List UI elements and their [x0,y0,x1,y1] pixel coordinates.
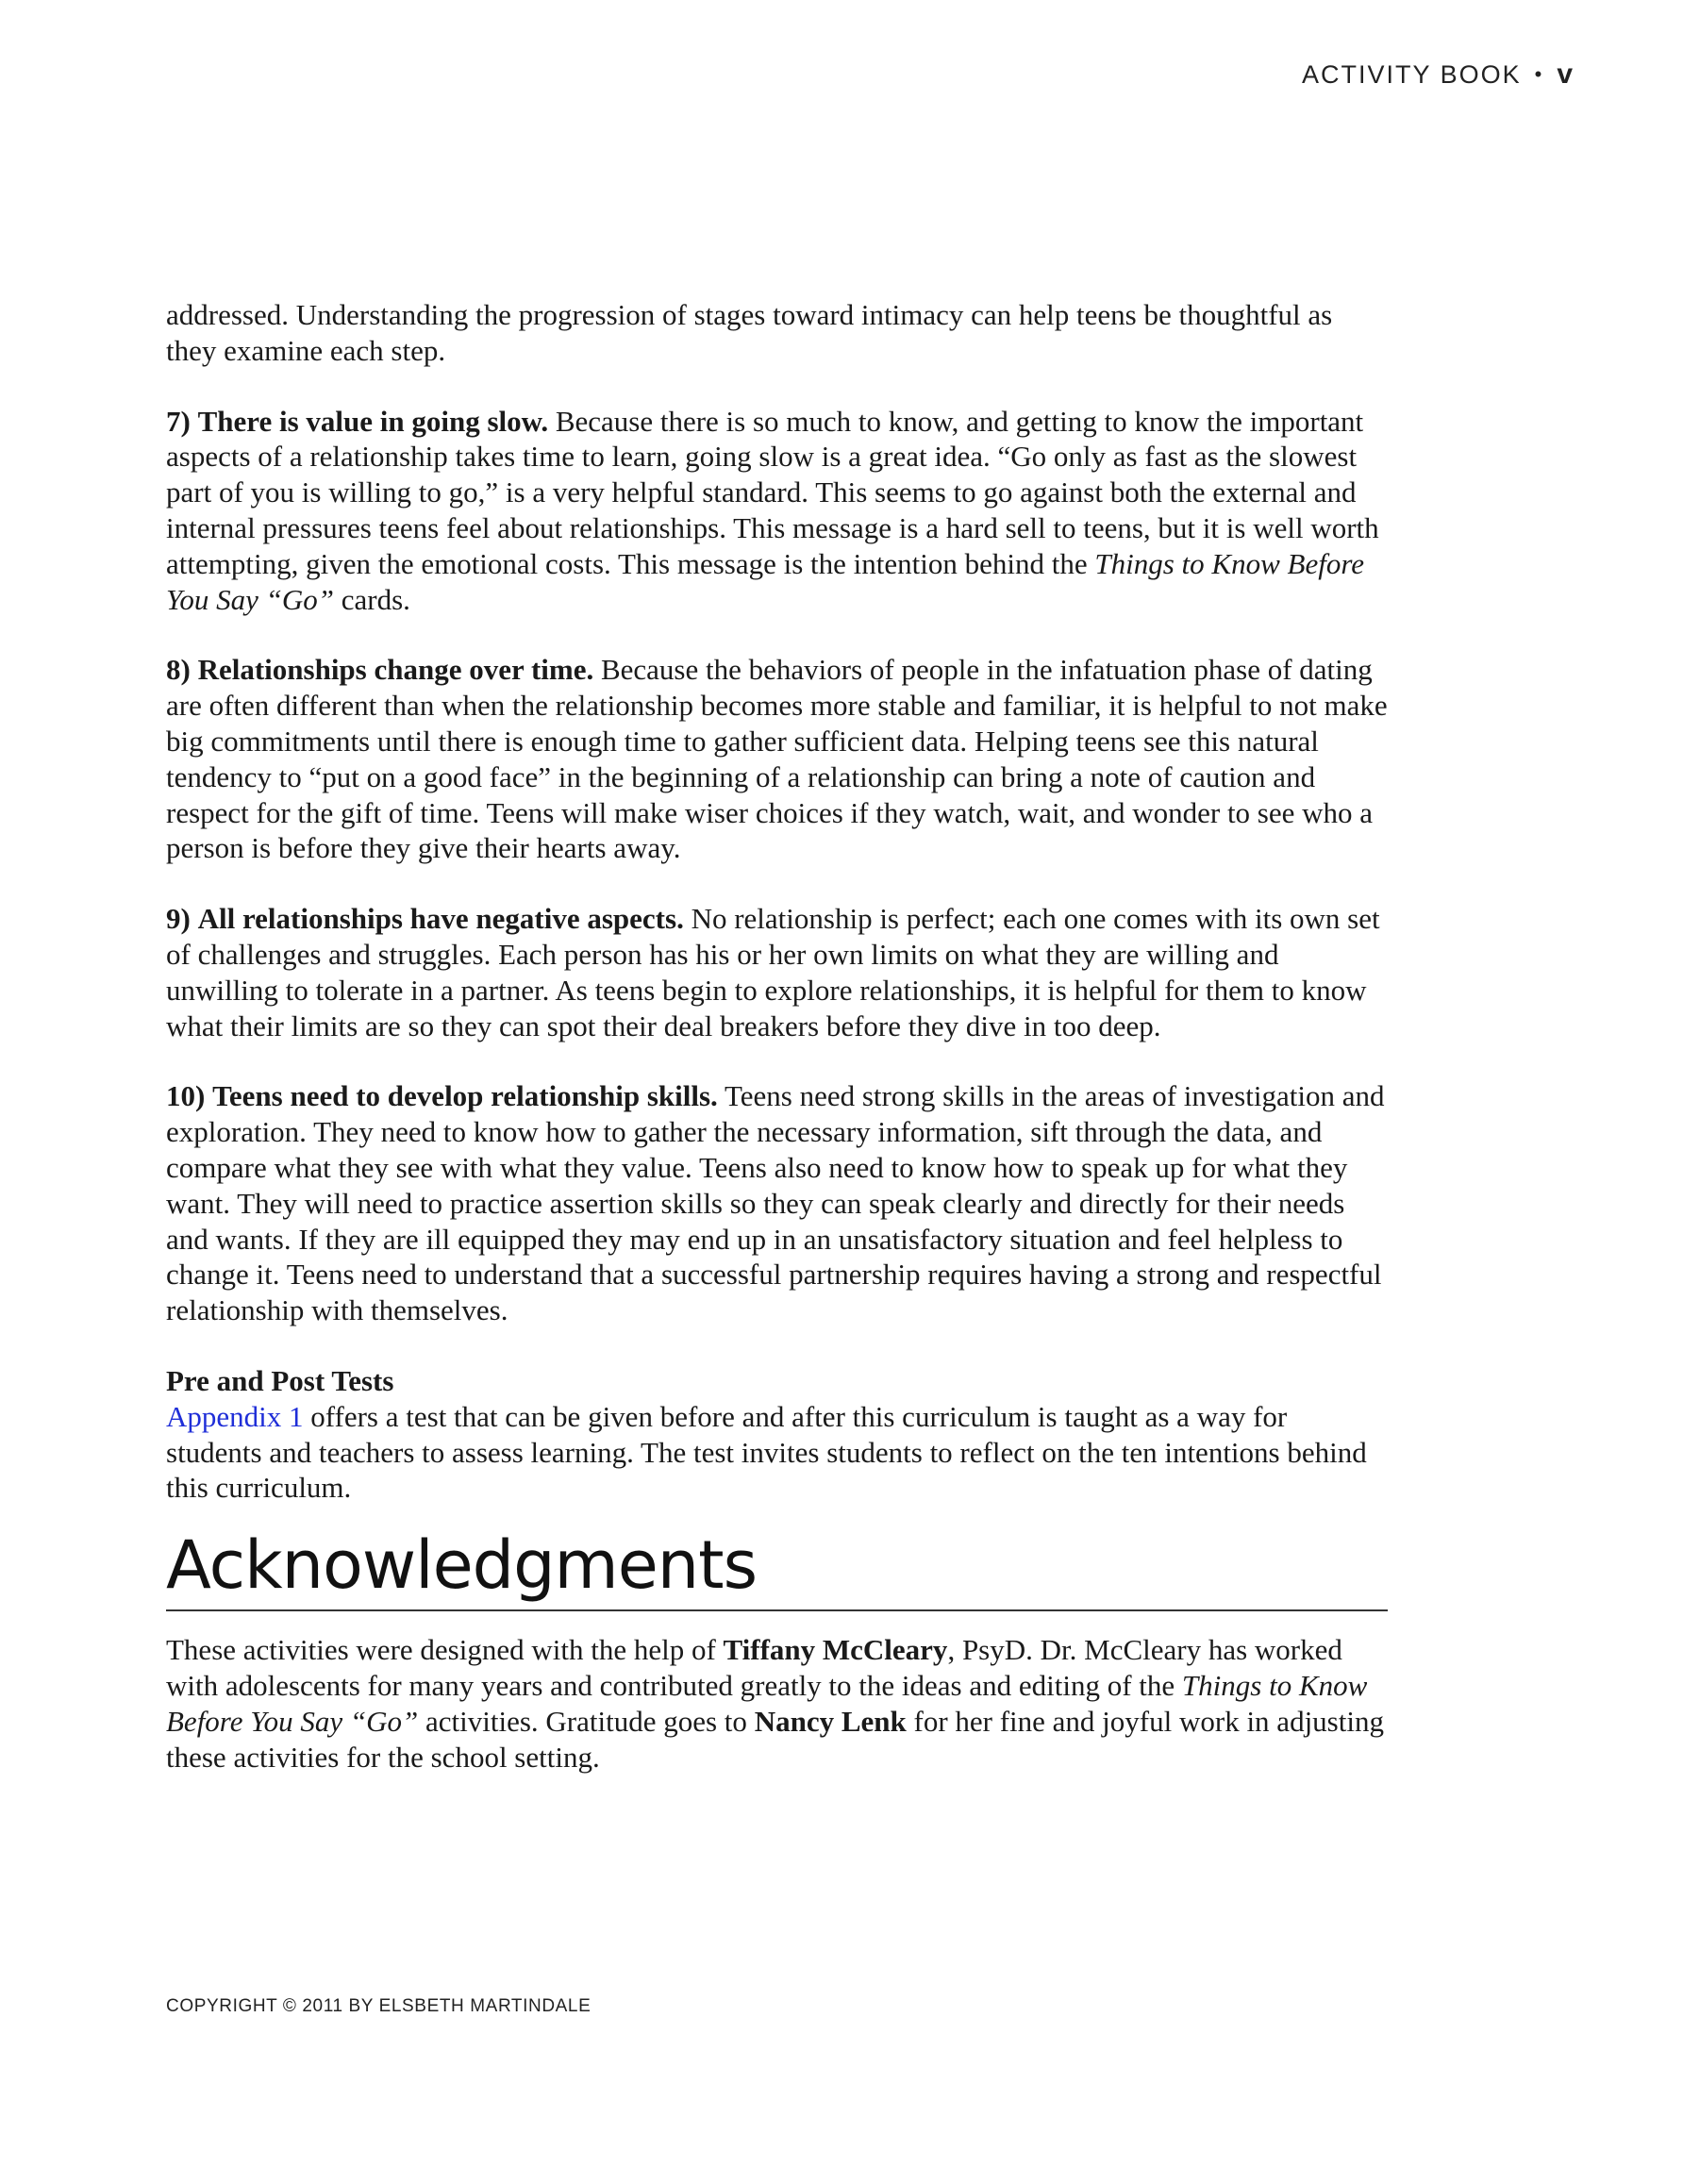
item-9-lead: All relationships have negative aspects. [197,902,684,936]
page-number: v [1557,58,1573,90]
item-8-lead: Relationships change over time. [197,653,594,687]
ack-name-1: Tiffany McCleary [723,1633,948,1667]
acknowledgments-heading: Acknowledgments [166,1525,1388,1611]
ack-name-2: Nancy Lenk [754,1704,907,1738]
ack-text-4: for her fine and joyful work in adjusting these activities for the school setting. [166,1704,1384,1774]
appendix-1-link[interactable]: Appendix 1 [166,1399,304,1433]
item-7-tail: cards. [334,582,410,616]
item-10-paragraph [166,1078,1388,1328]
tests-text: offers a test that can be given before and after this curriculum is taught as a way for students and teachers to assess learning. The test invites students to reflect on the ten intentions behind this curriculum. [166,1399,1367,1505]
item-7-paragraph [166,404,1388,618]
page-body [166,297,1388,1775]
item-8-number: 8) [166,653,191,687]
item-7-number: 7) [166,404,191,438]
item-10-lead: Teens need to develop relationship skills. [212,1079,718,1113]
ack-italic-title: Things to Know Before You Say “Go” [166,1668,1368,1738]
ack-text-1: These activities were designed with the help of [166,1633,724,1667]
tests-paragraph [166,1399,1388,1506]
copyright-footer: COPYRIGHT © 2011 BY ELSBETH MARTINDALE [166,1996,592,2016]
running-header [1302,58,1573,91]
item-7-italic-title: Things to Know Before You Say “Go” [166,546,1364,616]
item-8-paragraph [166,652,1388,866]
ack-text-3: activities. Gratitude goes to [418,1704,755,1738]
item-9-number: 9) [166,902,191,936]
acknowledgments-paragraph [166,1632,1388,1775]
header-section-title: ACTIVITY BOOK [1302,59,1522,89]
item-7-lead: There is value in going slow. [197,404,549,438]
intro-paragraph: addressed. Understanding the progression of stages toward intimacy can help teens be thoughtful as they examine each step. [166,298,1333,367]
item-9-paragraph [166,901,1388,1043]
item-10-number: 10) [166,1079,206,1113]
header-separator: • [1534,62,1544,86]
item-7-text: Because there is so much to know, and getting to know the important aspects of a relationship takes time to learn, going slow is a great idea. “Go only as fast as the slowest part of you is willing to go,” is a very helpful standard. This seems to go against both the external and internal pressures teens feel about relationships. This message is a hard sell to teens, but it is well worth attempting, given the emotional costs. This message is the intention behind the [166,404,1379,580]
item-9-text: No relationship is perfect; each one comes with its own set of challenges and struggles. Each person has his or her own limits on what they are willing and unwilling to tolerate in a partner. As teens begin to explore relationships, it is helpful for them to know what their limits are so they can spot their deal breakers before they dive in too deep. [166,902,1380,1042]
item-10-text: Teens need strong skills in the areas of investigation and exploration. They need to know how to gather the necessary information, sift through the data, and compare what they see with what they value. Teens also need to know how to speak up for what they want. They will need to practice assertion skills so they can speak clearly and directly for their needs and wants. If they are ill equipped they may end up in an unsatisfactory situation and feel helpless to change it. Teens need to understand that a successful partnership requires having a strong and respectful relationship with themselves. [166,1079,1385,1327]
tests-heading: Pre and Post Tests [166,1363,394,1397]
ack-text-2: , PsyD. Dr. McCleary has worked with adolescents for many years and contributed greatly to the ideas and editing of the [166,1633,1342,1702]
item-8-text: Because the behaviors of people in the infatuation phase of dating are often different than when the relationship becomes more stable and familiar, it is helpful to not make big commitments until there is enough time to gather sufficient data. Helping teens see this natural tendency to “put on a good face” in the beginning of a relationship can bring a note of caution and respect for the gift of time. Teens will make wiser choices if they watch, wait, and wonder to see who a person is before they give their hearts away. [166,653,1388,865]
